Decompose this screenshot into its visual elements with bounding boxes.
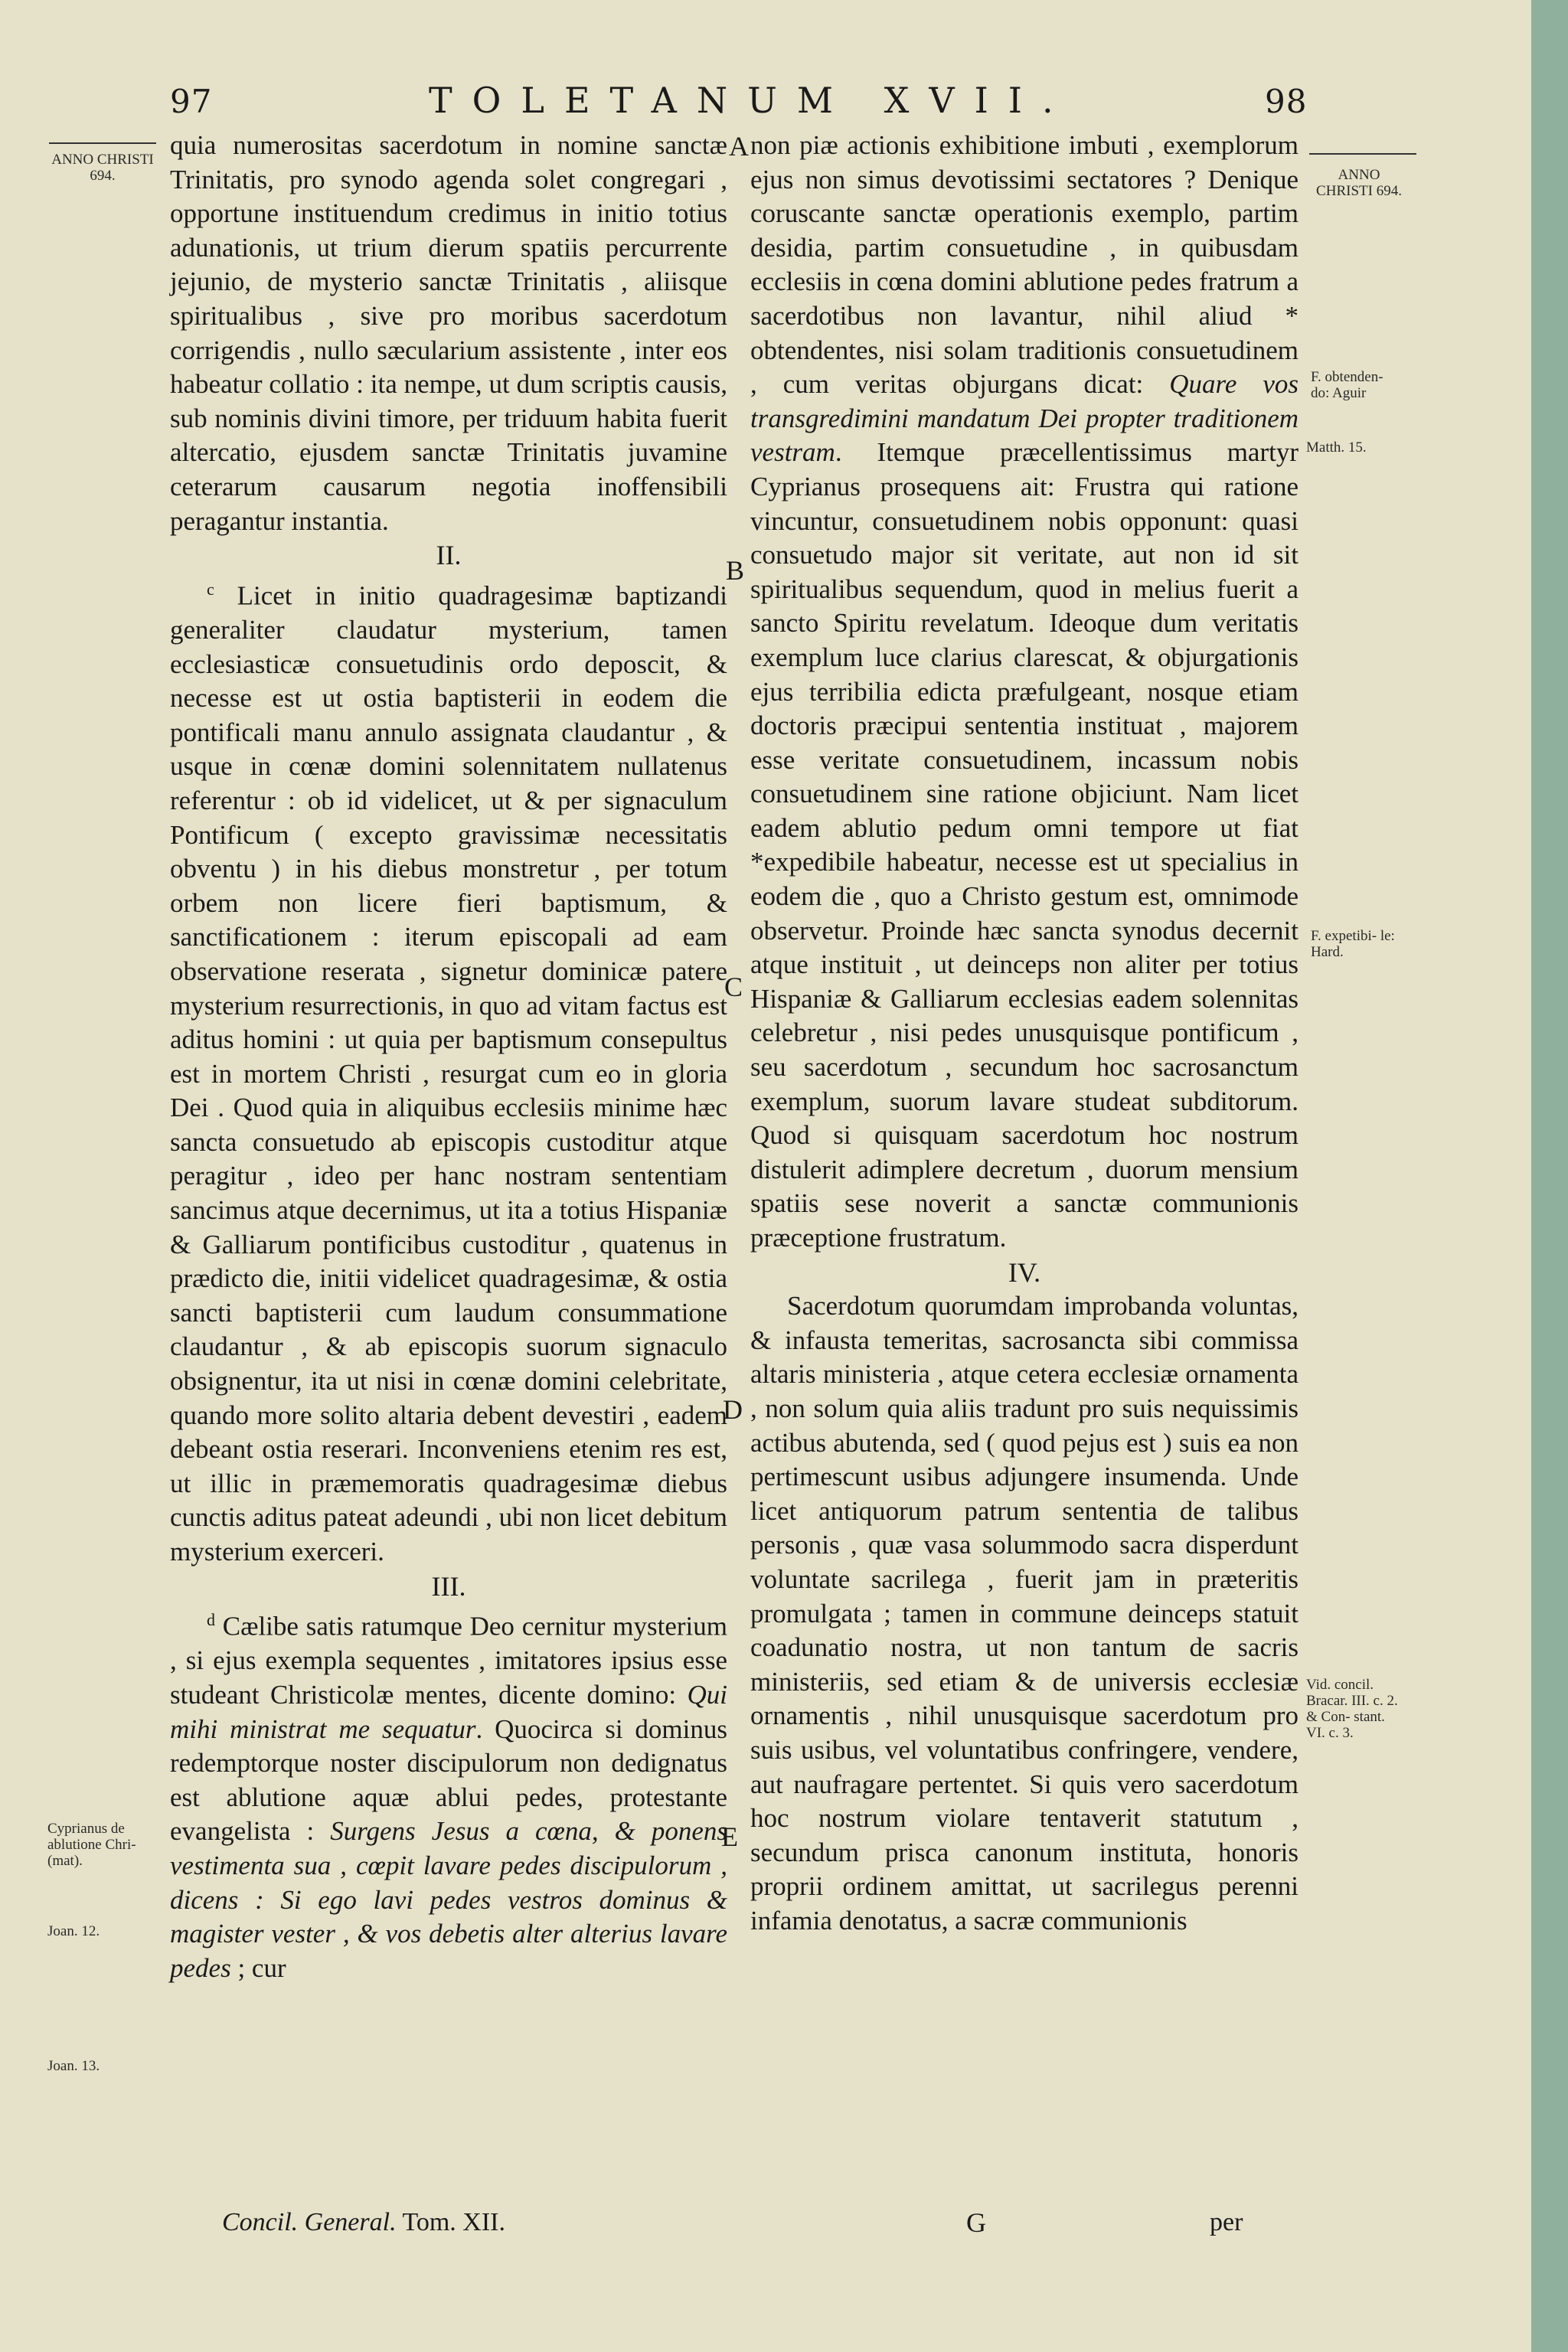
- margin-note-expetibile: F. expetibi- le: Hard.: [1311, 928, 1395, 960]
- canon-3-quote-1: Qui mihi ministrat me sequatur: [170, 1680, 727, 1744]
- margin-note-joan-12: Joan. 12.: [47, 1923, 100, 1939]
- signature-mark: G: [966, 2207, 986, 2238]
- canon-3-cont-b: . Itemque præcellentissimus martyr Cyprianus prosequens ait: Frustra qui ratione vincuntur, consuetudinem nobis opponunt: quasi consuetudo major sit veritate, aut non id sit spiritualibus sequendum, quod in melius fuerit a sancto Spiritu revelatum. Ideoque dum veritatis exemplum luce clarius clarescat, & objurgationis ejus terribilia edicta præfulgeant, nosque etiam doctoris præcipui sententia instituat , majorem esse veritate consuetudinem, incassum nobis consuetudinem sine ratione objiciunt. Nam licet eadem ablutio pedum omni tempore ut fiat *expedibile habeatur, necesse est ut specialius in eodem die , quo a Christo gestum est, omnimode observetur. Proinde hæc sancta synodus decernit atque instituit , ut deinceps non aliter per totius Hispaniæ & Galliarum ecclesias eadem solennitas celebretur , nisi pedes unusquisque pontificum , seu sacerdotum , secundum hoc sacrosanctum exemplum, suorum lavare studeat subditorum. Quod si quisquam sacerdotum hoc nostrum distulerit adimplere decretum , duorum mensium spatiis sese noverit a sanctæ communionis præceptione frustratum.: [750, 437, 1298, 1253]
- running-title: TOLETANUM XVII.: [429, 80, 1073, 121]
- canon-4-text: Sacerdotum quorumdam improbanda voluntas, & infausta temeritas, sacrosancta sibi commissa altaris ministeria , atque cetera ecclesiæ ornamenta , non solum quia aliis tradunt pro suis nequissimis actibus abutenda, sed ( quod pejus est ) suis ea non pertimescunt usibus adjungere insumenda. Unde licet antiquorum patrum sententia de talibus personis , quæ vasa solummodo sacra disperdunt voluntate sacrilega , fuerit jam in præteritis promulgata ; tamen in commune deinceps statuit coadunatio nostra, ut non tantum de sacris ministeriis, sed etiam & de universis ecclesiæ ornamentis , nihil unusquisque sacerdotum pro suis usibus, vel voluntatibus confringere, vendere, aut naufragare pertentet. Si quis vero sacerdotum hoc nostrum violare tentaverit statutum , secundum prisca canonum instituta, honoris proprii ordinem amittat, ut sacrilegus perenni infamia denotatus, a sacræ communionis: [750, 1291, 1298, 1936]
- margin-note-matth: Matth. 15.: [1306, 439, 1367, 456]
- canon-2-text: Licet in initio quadragesimæ baptizandi generaliter claudatur mysterium, tamen ecclesiasticæ consuetudinis ordo deposcit, & necesse est ut ostia baptisterii in eodem die pontificali manu annulo assignata claudantur , & usque in cœnæ domini solennitatem nullatenus referentur : ob id videlicet, ut & per signaculum Pontificum ( excepto gravissimæ necessitatis obventu ) in his diebus monstretur , per totum orbem non licere fieri baptismum, & sanctificationem : iterum episcopali ad eam observatione reserata , signetur dominicæ patere mysterium resurrectionis, in quo ad vitam factus est aditus homini : ut quia per baptismum consepultus est in mortem Christi , resurgat cum eo in gloria Dei . Quod quia in aliquibus ecclesiis minime hæc sancta consuetudo ab episcopis custoditur atque peragitur , ideo per hanc nostram sententiam sancimus atque decernimus, ut ita a totius Hispaniæ & Galliarum pontificibus custoditur , quatenus in prædicto die, initii videlicet quadragesimæ, & ostia sancti baptisterii cum laudum consummatione claudantur , & ab episcopis suorum signaculo obsignentur, ita ut nisi in cœnæ domini celebritate, quando more solito altaria debent devestiri , eadem debeant ostia reserari. Inconveniens etenim res est, ut illic in præmemoratis quadragesimæ diebus cunctis aditus pateat adeundi , ubi non licet debitum mysterium exerceri.: [170, 580, 728, 1566]
- margin-rule-left: [49, 142, 156, 144]
- note-mark-c: c: [207, 579, 214, 599]
- canon-3-paragraph: [170, 1603, 727, 1985]
- note-mark-d: d: [207, 1610, 215, 1630]
- canon-heading-4: IV.: [1008, 1256, 1041, 1288]
- margin-note-cyprianus: Cyprianus de ablutione Chri- (mat).: [47, 1821, 136, 1869]
- canon-heading-3: III.: [431, 1570, 466, 1602]
- footer-tome: Tom. XII.: [402, 2208, 506, 2236]
- section-letter-a: A: [729, 131, 749, 162]
- section-letter-c: C: [724, 972, 743, 1002]
- catchword: per: [1210, 2208, 1243, 2236]
- section-letter-d: D: [723, 1394, 743, 1425]
- canon-3-quote-2: Surgens Jesus a cœna, & ponens vestimenta sua , cœpit lavare pedes discipulorum , dicens : Si ego lavi pedes vestros dominus & magister vester , & vos debetis alter alterius lavare pedes: [170, 1816, 728, 1983]
- margin-year-right: ANNO CHRISTI 694.: [1316, 167, 1402, 199]
- canon-2-paragraph: [170, 573, 727, 1570]
- margin-year-left: ANNO CHRISTI 694.: [51, 152, 154, 184]
- right-column: [750, 129, 1298, 1938]
- footer-source: [222, 2208, 505, 2237]
- canon-3-text-b: . Quocirca si dominus redemptorque noster discipulorum non dedignatus est ablutione aquæ ablui pedes, protestante evangelista :: [170, 1713, 727, 1847]
- left-column: [170, 129, 727, 1985]
- section-letter-b: B: [726, 555, 745, 586]
- page-number-left: 97: [170, 83, 213, 120]
- footer-source-title: Concil. General.: [222, 2208, 397, 2236]
- canon-3-continued: [750, 129, 1298, 1256]
- canon-heading-2: II.: [436, 540, 462, 571]
- canon-3-text-c: ; cur: [237, 1952, 286, 1983]
- canon-1-text: quia numerositas sacerdotum in nomine sanctæ Trinitatis, pro synodo agenda solet congregari , opportune instituendum credimus in initio totius adunationis, ut trium dierum spatiis percurrente jejunio, de mysterio sanctæ Trinitatis , aliisque spiritualibus , sive pro moribus sacerdotum corrigendis , nullo sæcularium assistente , inter eos habeatur collatio : ita nempe, ut dum scriptis causis, sub nominis divini timore, per triduum habita fuerit altercatio, ejusdem sanctæ Trinitatis juvamine ceterarum causarum negotia inoffensibili peragantur instantia.: [170, 130, 727, 536]
- margin-note-obtendendo: F. obtenden- do: Aguir: [1311, 369, 1383, 401]
- canon-3-text-a: Cælibe satis ratumque Deo cernitur mysterium , si ejus exempla sequentes , imitatores ipsius esse studeant Christicolæ mentes, dicente domino:: [170, 1611, 727, 1710]
- section-letter-e: E: [721, 1821, 738, 1852]
- canon-3-cont-a: non piæ actionis exhibitione imbuti , exemplorum ejus non simus devotissimi sectatores ? Denique coruscante sanctæ operationis exemplo, partim desidia, partim consuetudine , in quibusdam ecclesiis in cœna domini ablutione pedes fratrum a sacerdotibus non lavantur, nihil aliud * obtendentes, nisi solam traditionis consuetudinem , cum veritas objurgans dicat:: [750, 130, 1298, 400]
- canon-3-cont-quote: Quare vos transgredimini mandatum Dei propter traditionem vestram: [750, 369, 1298, 468]
- page-number-right: 98: [1265, 83, 1308, 120]
- margin-note-vid-concil: Vid. concil. Bracar. III. c. 2. & Con- stant. VI. c. 3.: [1306, 1677, 1398, 1741]
- margin-rule-right: [1309, 153, 1416, 155]
- margin-note-joan-13: Joan. 13.: [47, 2058, 100, 2074]
